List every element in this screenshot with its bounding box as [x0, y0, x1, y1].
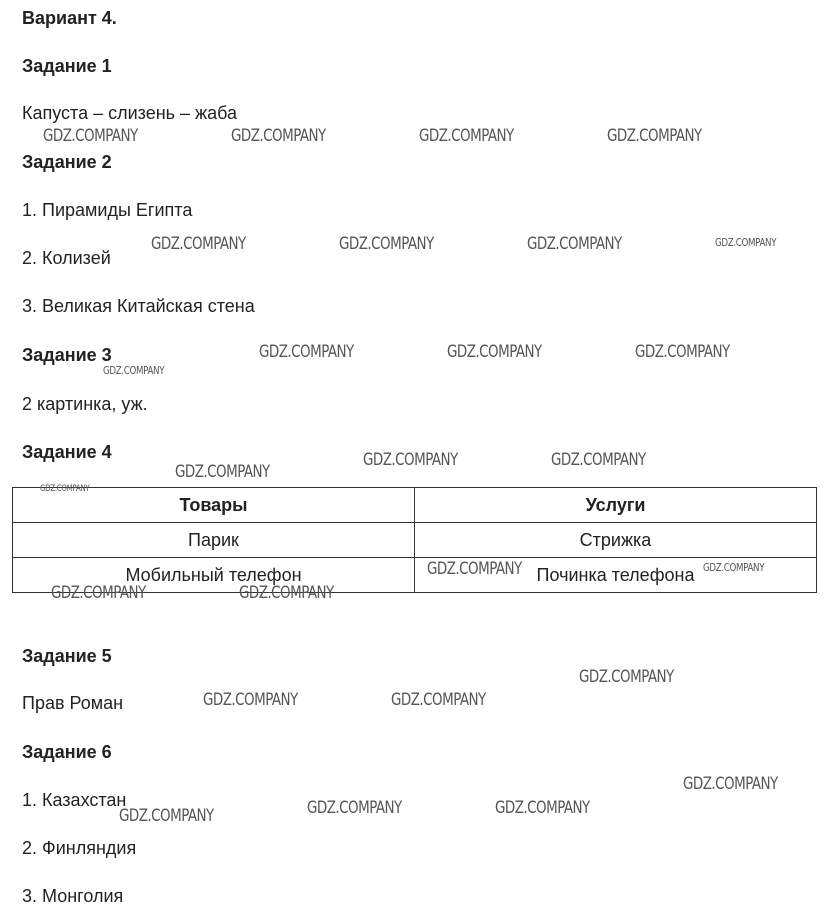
watermark: GDZ.COMPANY	[715, 236, 777, 249]
watermark: GDZ.COMPANY	[551, 450, 646, 470]
task-3-answer: 2 картинка, уж.	[22, 394, 148, 414]
watermark: GDZ.COMPANY	[703, 561, 765, 574]
watermark: GDZ.COMPANY	[175, 462, 270, 482]
table-cell: Мобильный телефон	[13, 558, 415, 593]
watermark: GDZ.COMPANY	[607, 126, 702, 146]
task-3-title: Задание 3	[22, 345, 112, 365]
watermark: GDZ.COMPANY	[307, 798, 402, 818]
table-header-services: Услуги	[415, 488, 817, 523]
table-header-goods: Товары	[13, 488, 415, 523]
watermark: GDZ.COMPANY	[203, 690, 298, 710]
task-1-answer: Капуста – слизень – жаба	[22, 103, 238, 123]
task-2-title: Задание 2	[22, 152, 112, 172]
task-5-answer: Прав Роман	[22, 693, 124, 713]
goods-services-table	[12, 487, 817, 593]
table-cell: Стрижка	[415, 523, 817, 558]
task-6-title: Задание 6	[22, 742, 112, 762]
watermark: GDZ.COMPANY	[151, 234, 246, 254]
watermark: GDZ.COMPANY	[339, 234, 434, 254]
watermark: GDZ.COMPANY	[119, 806, 214, 826]
watermark: GDZ.COMPANY	[259, 342, 354, 362]
table-cell: Парик	[13, 523, 415, 558]
watermark: GDZ.COMPANY	[683, 774, 778, 794]
task-6-answer-3: 3. Монголия	[22, 886, 124, 906]
task-1-title: Задание 1	[22, 56, 112, 76]
task-6-answer-1: 1. Казахстан	[22, 790, 127, 810]
table-header-row	[13, 488, 817, 523]
task-6-answer-2: 2. Финляндия	[22, 838, 137, 858]
watermark: GDZ.COMPANY	[495, 798, 590, 818]
watermark: GDZ.COMPANY	[51, 583, 146, 603]
watermark: GDZ.COMPANY	[635, 342, 730, 362]
task-2-answer-3: 3. Великая Китайская стена	[22, 296, 255, 316]
task-5-title: Задание 5	[22, 646, 112, 666]
watermark: GDZ.COMPANY	[579, 667, 674, 687]
task-4-title: Задание 4	[22, 442, 112, 462]
watermark: GDZ.COMPANY	[427, 559, 522, 579]
watermark: GDZ.COMPANY	[40, 484, 90, 494]
watermark: GDZ.COMPANY	[419, 126, 514, 146]
watermark: GDZ.COMPANY	[239, 583, 334, 603]
variant-title: Вариант 4.	[22, 8, 117, 28]
watermark: GDZ.COMPANY	[103, 364, 165, 377]
watermark: GDZ.COMPANY	[363, 450, 458, 470]
watermark: GDZ.COMPANY	[391, 690, 486, 710]
watermark: GDZ.COMPANY	[231, 126, 326, 146]
watermark: GDZ.COMPANY	[43, 126, 138, 146]
watermark: GDZ.COMPANY	[527, 234, 622, 254]
table-row	[13, 523, 817, 558]
task-2-answer-2: 2. Колизей	[22, 248, 111, 268]
table-cell: Починка телефона	[415, 558, 817, 593]
watermark: GDZ.COMPANY	[447, 342, 542, 362]
task-2-answer-1: 1. Пирамиды Египта	[22, 200, 193, 220]
